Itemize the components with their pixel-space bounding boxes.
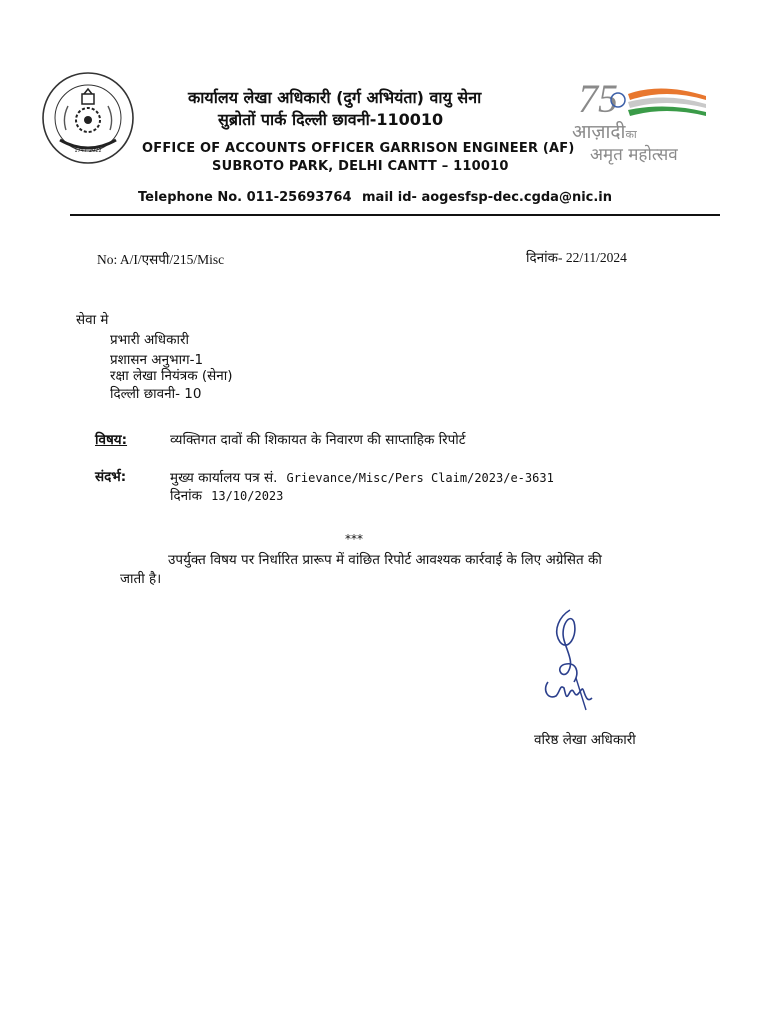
subject-label: विषय: — [95, 432, 128, 448]
telephone-number: Telephone No. 011-25693764 — [138, 190, 352, 205]
svg-text:1747-2022: 1747-2022 — [74, 148, 102, 154]
address-line-1: प्रभारी अधिकारी — [110, 332, 189, 348]
address-line-2: प्रशासन अनुभाग-1 — [110, 352, 204, 368]
address-line-3: रक्षा लेखा नियंत्रक (सेना) — [110, 368, 233, 384]
subject-text: व्यक्तिगत दावों की शिकायत के निवारण की साप्ताहिक रिपोर्ट — [170, 432, 466, 448]
email-address: mail id- aogesfsp-dec.cgda@nic.in — [362, 190, 613, 205]
reference-number: No: A/I/एसपी/215/Misc — [97, 252, 225, 267]
office-name-hindi: कार्यालय लेखा अधिकारी (दुर्ग अभियंता) वायु सेना — [188, 88, 482, 107]
office-name-english: OFFICE OF ACCOUNTS OFFICER GARRISON ENGINEER (AF) — [142, 141, 575, 156]
to-label: सेवा मे — [76, 312, 109, 328]
reference-letter-number: Grievance/Misc/Pers Claim/2023/e-3631 — [286, 471, 554, 485]
reference-date: 13/10/2023 — [211, 489, 284, 503]
azadi-ka-amrit-mahotsav-logo — [566, 74, 716, 166]
amrit-logo-text — [572, 118, 637, 144]
svg-text:75: 75 — [578, 76, 618, 121]
header-divider — [70, 214, 720, 216]
letter-date: दिनांक- 22/11/2024 — [526, 250, 627, 265]
body-line-2: जाती है। — [120, 571, 162, 587]
office-address-hindi: सुब्रोतों पार्क दिल्ली छावनी-110010 — [218, 110, 444, 129]
reference-prefix: मुख्य कार्यालय पत्र सं. — [170, 470, 278, 486]
reference-line-1 — [170, 467, 554, 486]
reference-date-label: दिनांक — [170, 488, 203, 504]
signature-icon — [530, 606, 610, 724]
handwritten-signature — [530, 606, 610, 724]
amrit-logo-word-ka: का — [625, 128, 637, 141]
separator-stars: *** — [345, 532, 363, 546]
amrit-logo-word-azadi: आज़ादी — [572, 121, 626, 143]
reference-label: संदर्भ: — [95, 469, 127, 485]
amrit-logo-line2: अमृत महोत्सव — [590, 145, 678, 165]
emblem-icon — [40, 70, 136, 166]
reference-line-2 — [170, 485, 283, 504]
department-emblem — [40, 70, 136, 166]
address-line-4: दिल्ली छावनी- 10 — [110, 386, 202, 402]
body-line-1: उपर्युक्त विषय पर निर्धारित प्रारूप में वांछित रिपोर्ट आवश्यक कार्रवाई के लिए अग्रेसित की — [168, 552, 602, 568]
office-address-english: SUBROTO PARK, DELHI CANTT – 110010 — [212, 159, 509, 174]
signatory-designation: वरिष्ठ लेखा अधिकारी — [534, 732, 636, 748]
